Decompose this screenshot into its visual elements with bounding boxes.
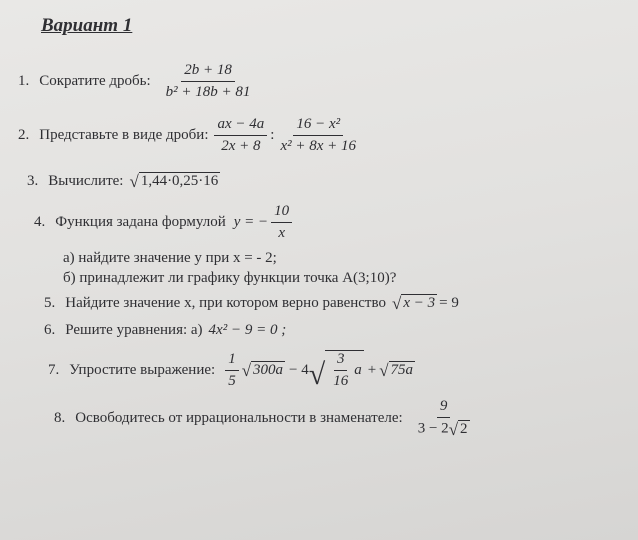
denominator: 16 <box>333 373 349 389</box>
radical-sign: √ <box>129 172 139 191</box>
radicand: 75a <box>390 362 414 378</box>
denominator: b² + 18b + 81 <box>165 84 251 100</box>
radical-sign: √ <box>448 420 459 439</box>
question-number: 5. <box>44 294 56 311</box>
radical-sign: √ <box>379 361 389 380</box>
question-text: Сократите дробь: <box>39 73 151 89</box>
radical-sign: √ <box>391 294 402 313</box>
variable: a <box>354 362 362 378</box>
question-text: Решите уравнения: а) <box>65 322 203 338</box>
question-3 <box>27 172 220 190</box>
fraction <box>415 398 473 438</box>
square-root-2 <box>309 350 364 390</box>
formula-lhs: y = − <box>233 214 269 230</box>
question-text: Представьте в виде дроби: <box>39 127 209 143</box>
radicand: 300a <box>253 362 284 378</box>
minus-term: − 4 <box>289 361 309 378</box>
question-number: 2. <box>18 127 30 143</box>
numerator: 1 <box>225 351 239 371</box>
question-text: Вычислите: <box>48 172 124 189</box>
fraction-1 <box>214 116 267 155</box>
question-text: Упростите выражение: <box>69 361 216 378</box>
denominator <box>415 418 473 438</box>
denominator-prefix: 3 − 2 <box>417 420 449 437</box>
radicand <box>325 350 364 390</box>
question-4a: а) найдите значение y при x = - 2; <box>63 250 277 266</box>
radicand: 1,44·0,25·16 <box>140 173 219 189</box>
question-number: 8. <box>54 409 66 426</box>
equation-rhs: = 9 <box>439 294 459 311</box>
question-7 <box>48 350 415 390</box>
question-number: 4. <box>34 214 46 230</box>
variant-title: Вариант 1 <box>41 15 133 36</box>
question-8 <box>54 398 476 438</box>
numerator: 16 − x² <box>293 116 343 136</box>
denominator: 2x + 8 <box>221 138 261 154</box>
square-root <box>392 294 437 312</box>
numerator: ax − 4a <box>214 116 267 136</box>
numerator: 2b + 18 <box>181 62 235 82</box>
question-number: 3. <box>27 172 39 189</box>
fraction <box>271 203 292 242</box>
denominator: x² + 8x + 16 <box>280 138 356 154</box>
coefficient-fraction <box>225 351 239 390</box>
question-1 <box>18 62 256 101</box>
square-root-1 <box>242 361 285 379</box>
question-number: 6. <box>44 322 56 338</box>
fraction <box>330 351 351 390</box>
division-sign: : <box>270 127 275 143</box>
numerator: 3 <box>334 351 348 371</box>
radicand: x − 3 <box>403 295 436 311</box>
denominator: 5 <box>228 372 236 389</box>
fraction <box>163 62 254 101</box>
question-number: 1. <box>18 73 30 89</box>
plus-sign: + <box>367 361 377 378</box>
question-2 <box>18 116 362 155</box>
numerator: 9 <box>437 398 451 418</box>
square-root <box>129 172 220 190</box>
equation: 4x² − 9 = 0 ; <box>208 322 287 338</box>
question-6 <box>44 322 286 339</box>
denominator: x <box>278 225 285 241</box>
question-number: 7. <box>48 361 60 378</box>
radical-sign: √ <box>241 361 252 380</box>
radical-sign: √ <box>308 358 326 391</box>
question-text: Найдите значение x, при котором верно равенство <box>65 294 386 311</box>
numerator: 10 <box>271 203 292 223</box>
question-4b: б) принадлежит ли графику функции точка A(3;10)? <box>63 270 397 286</box>
square-root-3 <box>379 361 415 379</box>
question-text: Освободитесь от иррациональности в знаменателе: <box>75 409 403 426</box>
radicand: 2 <box>460 421 468 437</box>
question-4 <box>34 203 295 242</box>
square-root <box>449 420 470 438</box>
question-text: Функция задана формулой <box>55 214 226 230</box>
fraction-2 <box>277 116 359 155</box>
question-5 <box>44 294 459 312</box>
